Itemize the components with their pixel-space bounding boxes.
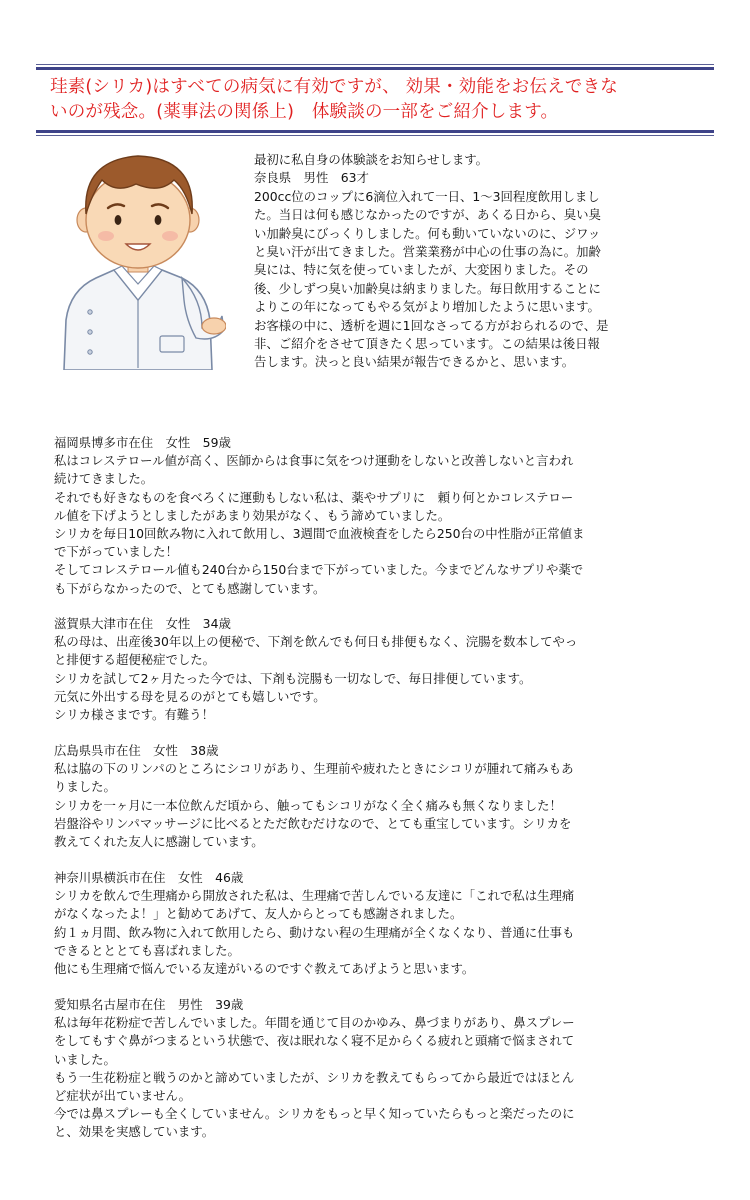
testimonial-aichi xyxy=(54,996,700,1142)
body-line: 200cc位のコップに6滴位入れて一日、1～3回程度飲用しまし xyxy=(254,188,600,204)
body-line: 続けてきました。 xyxy=(54,471,154,487)
body-line: 私は脇の下のリンパのところにシコリがあり、生理前や疲れたときにシコリが腫れて痛みもあ xyxy=(54,761,574,777)
body-line: 今では鼻スプレーも全くしていません。シリカをもっと早く知っていたらもっと楽だったのに xyxy=(54,1106,575,1122)
body-line: そしてコレステロール値も240台から150台まで下がっていました。今までどんなサプリや薬で xyxy=(54,562,584,578)
body-line: それでも好きなものを食べろくに運動もしない私は、薬やサプリに 頼り何とかコレステロー xyxy=(54,489,574,505)
body-line: で下がっていました！ xyxy=(54,544,178,560)
body-line: た。当日は何も感じなかったのですが、あくる日から、臭い臭 xyxy=(254,207,601,223)
headline-banner xyxy=(36,64,714,136)
banner-top-rule xyxy=(36,64,714,65)
body-line: お客様の中に、透析を週に1回なさってる方がおられるので、是 xyxy=(254,317,609,333)
author-experience xyxy=(254,151,694,372)
body-line: 岩盤浴やリンパマッサージに比べるとただ飲むだけなので、とても重宝しています。シリカを xyxy=(54,815,572,831)
banner-bottom-rule-thick xyxy=(36,130,714,133)
doctor-illustration xyxy=(56,150,226,370)
testimonial-heading: 愛知県名古屋市在住 男性 39歳 xyxy=(54,997,244,1012)
banner-top-rule-thick xyxy=(36,67,714,70)
headline-text xyxy=(50,75,710,125)
body-line: シリカを飲んで生理痛から開放された私は、生理痛で苦しんでいる友達に「これで私は生理痛 xyxy=(54,888,575,904)
body-line: シリカ様さまです。有難う！ xyxy=(54,707,214,723)
body-line: シリカを試して2ヶ月たった今では、下剤も浣腸も一切なしで、毎日排便しています。 xyxy=(54,670,532,686)
body-line: と、効果を実感しています。 xyxy=(54,1124,215,1140)
testimonial-fukuoka xyxy=(54,434,700,598)
testimonial-hiroshima xyxy=(54,742,700,851)
body-line: シリカを一ヶ月に一本位飲んだ頃から、触ってもシコリがなく全く痛みも無くなりました！ xyxy=(54,797,562,813)
body-line: 元気に外出する母を見るのがとても嬉しいです。 xyxy=(54,688,326,704)
body-line: 約１ヵ月間、飲み物に入れて飲用したら、動けない程の生理痛が全くなくなり、普通に仕事も xyxy=(54,924,575,940)
testimonial-heading: 広島県呉市在住 女性 38歳 xyxy=(54,743,219,758)
doctor-icon xyxy=(56,150,226,370)
body-line: シリカを毎日10回飲み物に入れて飲用し、3週間で血液検査をしたら250台の中性脂が正常値ま xyxy=(54,526,585,542)
body-line: がなくなったよ！」と勧めてあげて、友人からとっても感謝されました。 xyxy=(54,906,463,922)
testimonial-heading: 滋賀県大津市在住 女性 34歳 xyxy=(54,616,231,631)
body-line: もう一生花粉症と戦うのかと諦めていましたが、シリカを教えてもらってから最近ではほとん xyxy=(54,1069,575,1085)
testimonial-shiga xyxy=(54,615,700,724)
body-line: と排便する超便秘症でした。 xyxy=(54,652,216,668)
body-line: ど症状が出ていません。 xyxy=(54,1088,192,1104)
body-line: をしてもすぐ鼻がつまるという状態で、夜は眠れなく寝不足からくる疲れと頭痛で悩まされて xyxy=(54,1033,575,1049)
body-line: い加齢臭にびっくりしました。何も動いていないのに、ジワッ xyxy=(254,225,601,241)
testimonial-heading: 福岡県博多市在住 女性 59歳 xyxy=(54,435,231,450)
body-line: 他にも生理痛で悩んでいる友達がいるのですぐ教えてあげようと思います。 xyxy=(54,961,475,977)
body-line: ル値を下げようとしましたがあまり効果がなく、もう諦めていました。 xyxy=(54,507,451,523)
body-line: 告します。決っと良い結果が報告できるかと、思います。 xyxy=(254,354,575,370)
headline-line: いのが残念。(薬事法の関係上) 体験談の一部をご紹介します。 xyxy=(50,102,559,122)
body-line: 教えてくれた友人に感謝しています。 xyxy=(54,834,264,850)
body-line: 非、ご紹介をさせて頂きたく思っています。この結果は後日報 xyxy=(254,336,600,352)
intro-heading: 最初に私自身の体験談をお知らせします。 xyxy=(254,152,489,167)
body-line: できるとととても喜ばれました。 xyxy=(54,942,240,958)
body-line: 臭には、特に気を使っていましたが、大変困りました。その xyxy=(254,262,589,278)
body-line: りました。 xyxy=(54,779,116,795)
body-line: 後、少しずつ臭い加齢臭は納まりました。毎日飲用することに xyxy=(254,280,601,296)
body-line: 私の母は、出産後30年以上の便秘で、下剤を飲んでも何日も排便もなく、浣腸を数本してやっ xyxy=(54,634,578,650)
body-line: いました。 xyxy=(54,1051,116,1067)
headline-line: 珪素(シリカ)はすべての病気に有効ですが、 効果・効能をお伝えできな xyxy=(50,77,618,97)
banner-bottom-rule xyxy=(36,135,714,136)
body-line: 私はコレステロール値が高く、医師からは食事に気をつけ運動をしないと改善しないと言われ xyxy=(54,453,574,469)
body-line: 奈良県 男性 63才 xyxy=(254,170,369,186)
testimonial-heading: 神奈川県横浜市在住 女性 46歳 xyxy=(54,870,244,885)
body-line: も下がらなかったので、とても感謝しています。 xyxy=(54,580,326,596)
body-line: よりこの年になってもやる気がより増加したように思います。 xyxy=(254,299,600,315)
body-line: と臭い汗が出てきました。営業業務が中心の仕事の為に。加齢 xyxy=(254,244,601,260)
testimonial-kanagawa xyxy=(54,869,700,978)
body-line: 私は毎年花粉症で苦しんでいました。年間を通じて目のかゆみ、鼻づまりがあり、鼻スプレー xyxy=(54,1015,575,1031)
